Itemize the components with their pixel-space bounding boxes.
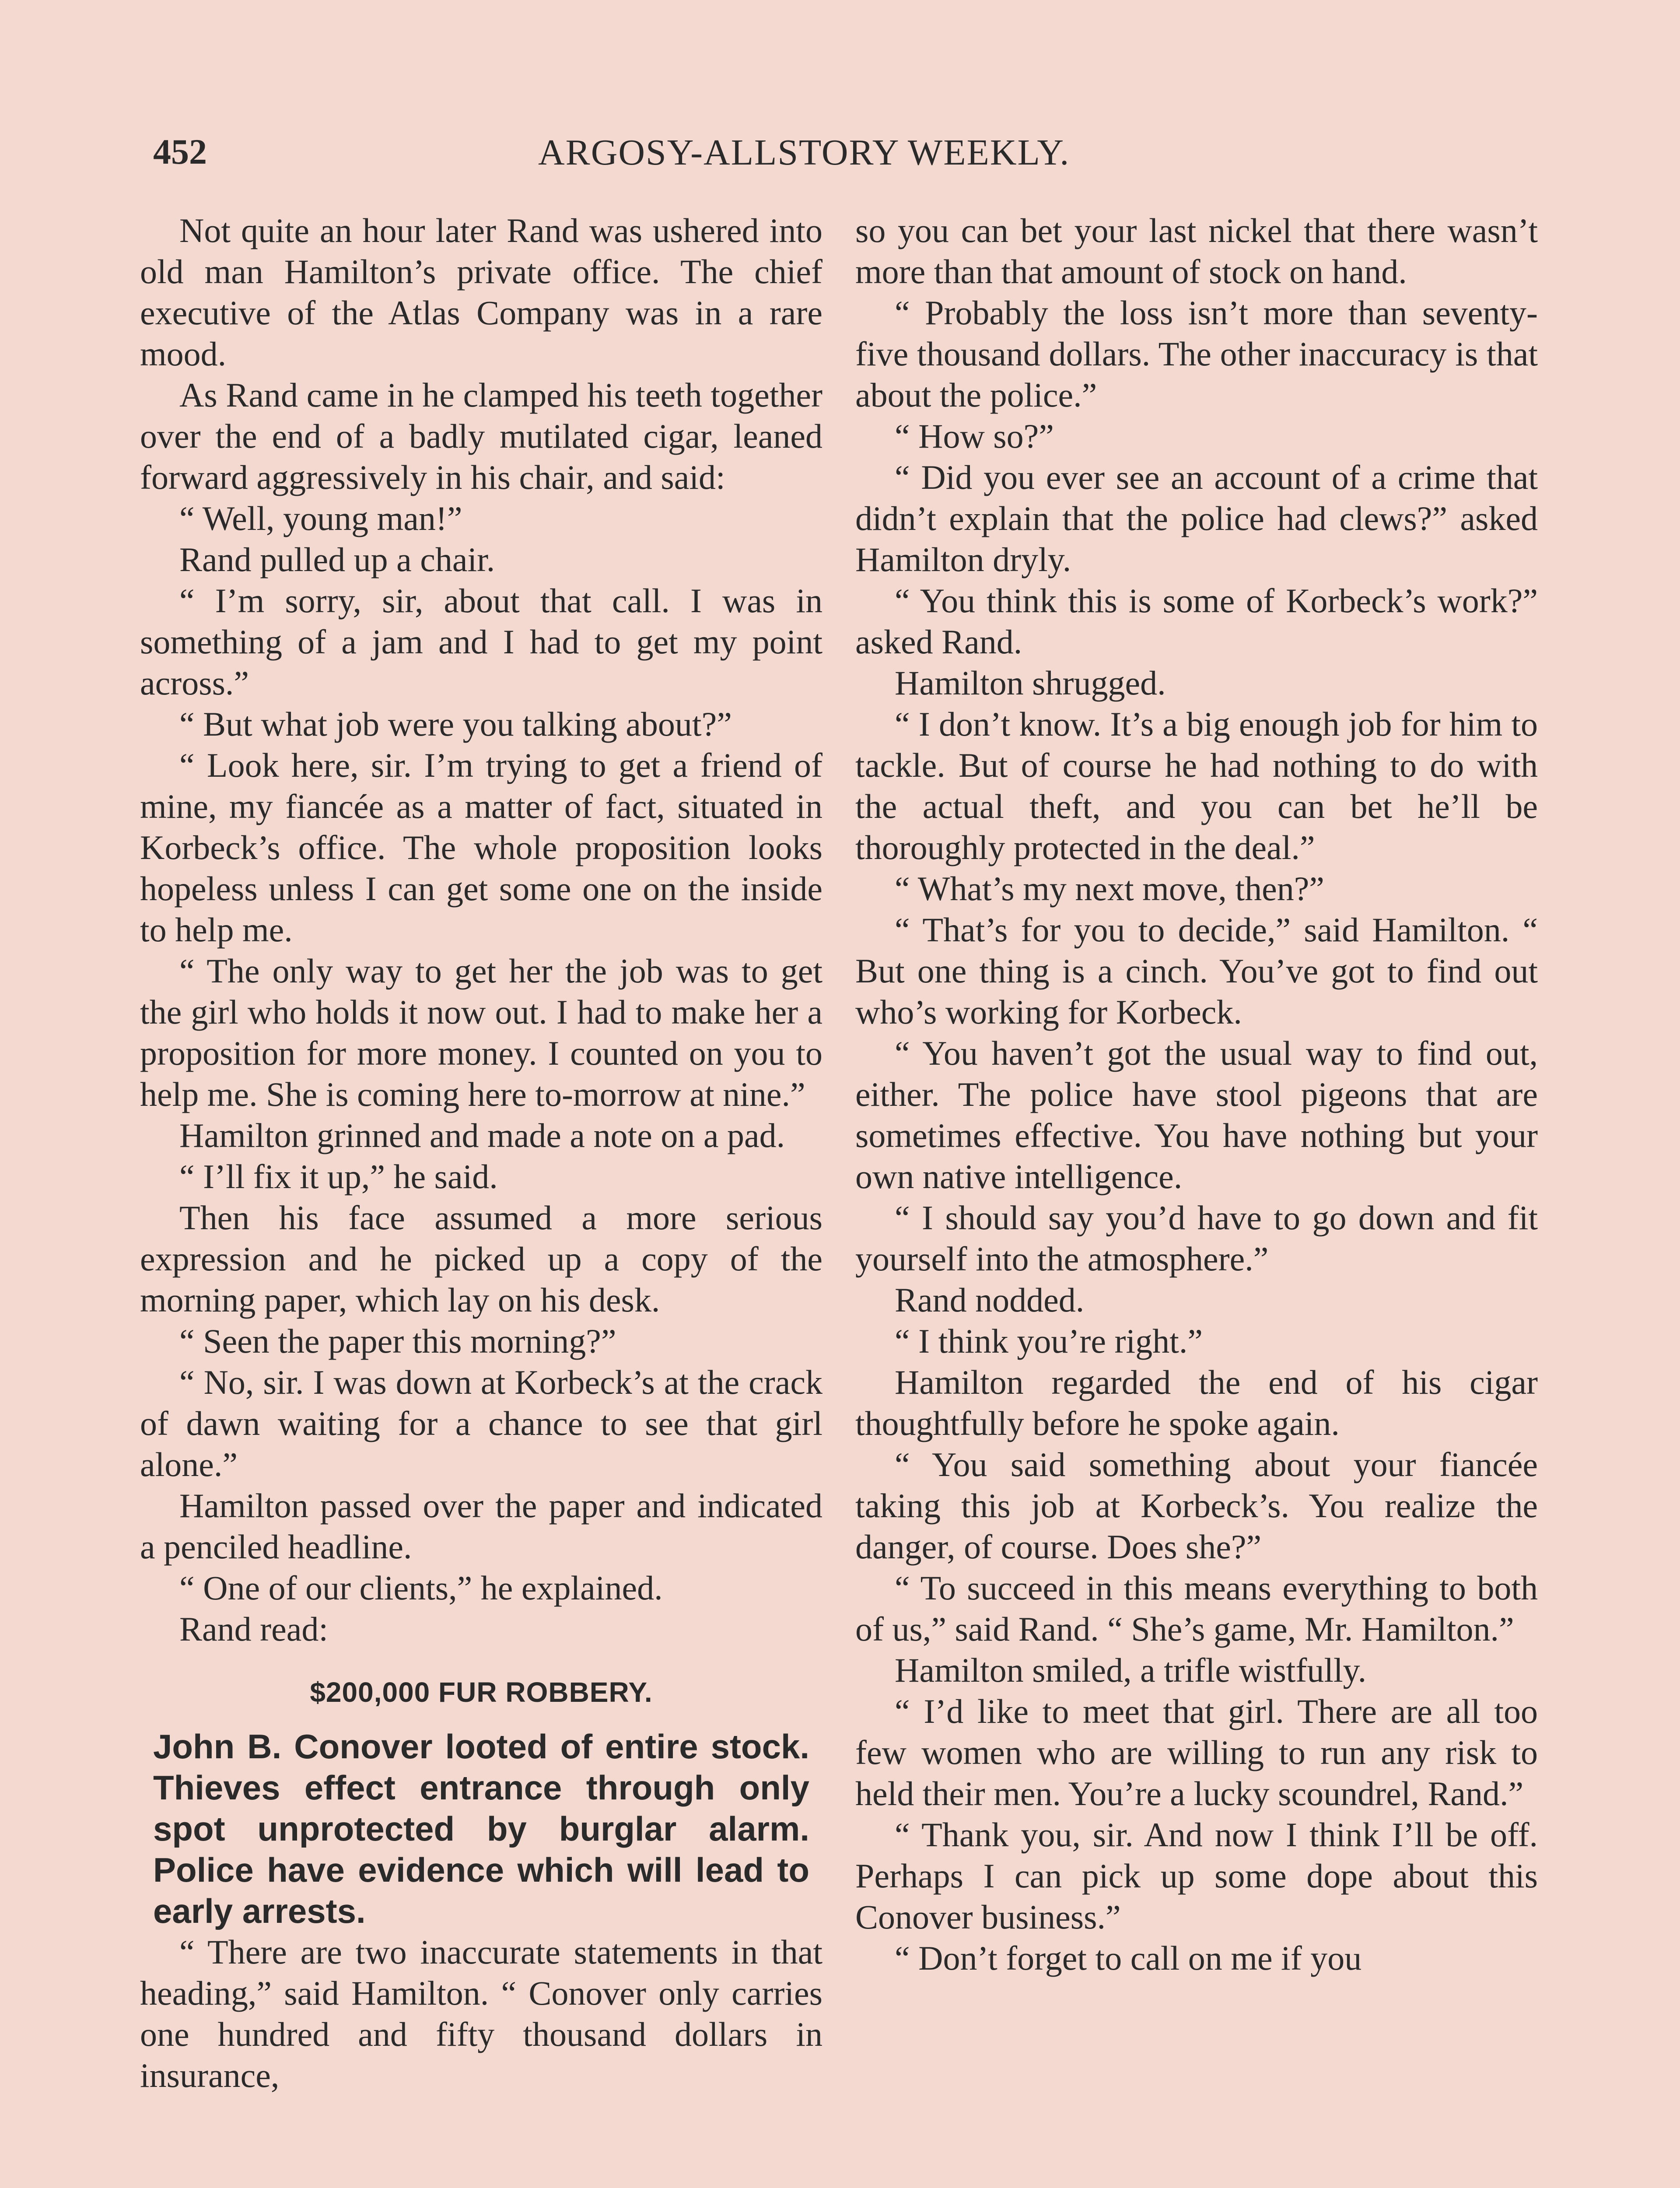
paragraph: “ What’s my next move, then?” [895, 870, 1324, 908]
paragraph: “ The only way to get her the job was to get the girl who holds it now out. I had to make her a proposition for more money. I counted on you to help me. She is coming here to-morrow at nine.” [140, 952, 822, 1113]
paragraph: “ I should say you’d have to go down and fit yourself into the atmosphere.” [855, 1199, 1538, 1278]
paragraph: “ Look here, sir. I’m trying to get a friend of mine, my fiancée as a matter of fact, situated in Korbeck’s office. The whole proposition looks hopeless unless I can get some one on the inside to help me. [140, 746, 822, 949]
paragraph: Hamilton grinned and made a note on a pad. [179, 1116, 785, 1154]
paragraph: “ How so?” [895, 417, 1054, 455]
paragraph: “ I think you’re right.” [895, 1322, 1203, 1360]
page-header [144, 131, 1544, 179]
paragraph: As Rand came in he clamped his teeth together over the end of a badly mutilated cigar, leaned forward aggressively in his chair, and said: [140, 376, 822, 496]
paragraph: Not quite an hour later Rand was ushered into old man Hamilton’s private office. The chief executive of the Atlas Company was in a rare mood. [140, 211, 822, 373]
paragraph: Rand nodded. [895, 1281, 1085, 1319]
paragraph: “ I don’t know. It’s a big enough job for him to tackle. But of course he had nothing to do with the actual theft, and you can bet he’ll be thoroughly protected in the deal.” [855, 705, 1538, 866]
paragraph: “ One of our clients,” he explained. [179, 1569, 663, 1607]
paragraph: “ That’s for you to decide,” said Hamilton. “ But one thing is a cinch. You’ve got to find out who’s working for Korbeck. [855, 911, 1538, 1031]
right-column [855, 210, 1538, 2188]
paragraph: “ Did you ever see an account of a crime that didn’t explain that the police had clews?” asked Hamilton dryly. [855, 458, 1538, 579]
paragraph: “ You said something about your fiancée taking this job at Korbeck’s. You realize the danger, of course. Does she?” [855, 1445, 1538, 1566]
paragraph: Then his face assumed a more serious expression and he picked up a copy of the morning paper, which lay on his desk. [140, 1199, 822, 1319]
newspaper-headline-title: $200,000 FUR ROBBERY. [310, 1676, 653, 1708]
paragraph: “ Well, young man!” [179, 499, 462, 537]
paragraph: “ I’ll fix it up,” he said. [179, 1157, 498, 1196]
paragraph: Hamilton passed over the paper and indicated a penciled headline. [140, 1487, 822, 1566]
paragraph: so you can bet your last nickel that there wasn’t more than that amount of stock on hand. [855, 211, 1538, 291]
paragraph: “ There are two inaccurate statements in that heading,” said Hamilton. “ Conover only carries one hundred and fifty thousand dollars in insurance, [140, 1933, 822, 2094]
paragraph: “ You haven’t got the usual way to find out, either. The police have stool pigeons that are sometimes effective. You have nothing but your own native intelligence. [855, 1034, 1538, 1196]
page-number: 452 [153, 132, 207, 172]
newspaper-headline-subtitle: John B. Conover looted of entire stock. Thieves effect entrance through only spot unprotected by burglar alarm. Police have evidence which will lead to early arrests. [153, 1727, 809, 1930]
paragraph: “ To succeed in this means everything to both of us,” said Rand. “ She’s game, Mr. Hamilton.” [855, 1569, 1538, 1648]
paragraph: Hamilton regarded the end of his cigar thoughtfully before he spoke again. [855, 1363, 1538, 1442]
paragraph: “ Don’t forget to call on me if you [895, 1939, 1362, 1977]
paragraph: Hamilton shrugged. [895, 664, 1166, 702]
paragraph: “ Thank you, sir. And now I think I’ll be off. Perhaps I can pick up some dope about this Conover business.” [855, 1816, 1538, 1936]
paragraph: “ No, sir. I was down at Korbeck’s at the crack of dawn waiting for a chance to see that girl alone.” [140, 1363, 822, 1483]
paragraph: “ Probably the loss isn’t more than seventy-five thousand dollars. The other inaccuracy is that about the police.” [855, 294, 1538, 414]
paragraph: Rand pulled up a chair. [179, 540, 495, 579]
paragraph: “ Seen the paper this morning?” [179, 1322, 616, 1360]
left-column [140, 210, 822, 2188]
magazine-title: ARGOSY-ALLSTORY WEEKLY. [538, 132, 1070, 173]
paragraph: “ You think this is some of Korbeck’s work?” asked Rand. [855, 582, 1538, 661]
paragraph: Rand read: [179, 1610, 329, 1648]
paragraph: “ I’d like to meet that girl. There are all too few women who are willing to run any risk to held their men. You’re a lucky scoundrel, Rand.” [855, 1692, 1538, 1813]
paragraph: “ I’m sorry, sir, about that call. I was in something of a jam and I had to get my point across.” [140, 582, 822, 702]
paragraph: “ But what job were you talking about?” [179, 705, 732, 743]
paragraph: Hamilton smiled, a trifle wistfully. [895, 1651, 1367, 1689]
